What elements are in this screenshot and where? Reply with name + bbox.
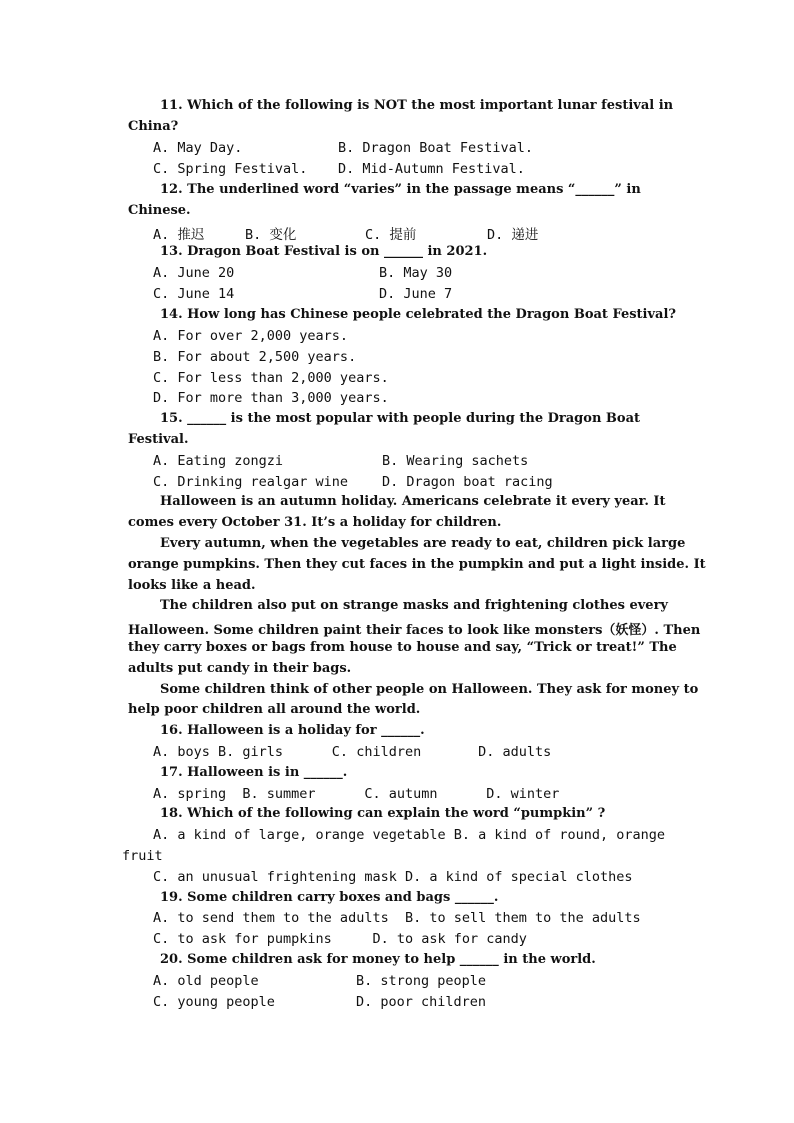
question-18: 18. Which of the following can explain the word “pumpkin” ? [160, 806, 606, 821]
question-17: 17. Halloween is in ______. [160, 765, 348, 780]
q14-option-d: D. For more than 3,000 years. [153, 390, 389, 406]
q14-option-b: B. For about 2,500 years. [153, 349, 357, 365]
q12-option-d: D. 递进 [487, 227, 539, 243]
question-13: 13. Dragon Boat Festival is on ______ in 2021. [160, 244, 488, 259]
q16-options: A. boys B. girls C. children D. adults [153, 744, 552, 760]
q11-option-a: A. May Day. [153, 140, 243, 156]
q13-option-c: C. June 14 [153, 286, 235, 302]
q15-option-b: B. Wearing sachets [382, 453, 529, 469]
q12-option-a: A. 推迟 [153, 227, 205, 243]
q15-option-c: C. Drinking realgar wine [153, 474, 349, 490]
q11-option-c: C. Spring Festival. [153, 161, 308, 177]
passage-line: Some children think of other people on Halloween. They ask for money to [160, 682, 699, 697]
question-16: 16. Halloween is a holiday for ______. [160, 723, 425, 738]
q20-option-d: D. poor children [356, 994, 487, 1010]
q12-option-c: C. 提前 [365, 227, 417, 243]
question-14: 14. How long has Chinese people celebrated the Dragon Boat Festival? [160, 307, 677, 322]
q11-option-d: D. Mid-Autumn Festival. [338, 161, 525, 177]
question-19: 19. Some children carry boxes and bags ______. [160, 890, 499, 905]
question-12-cont: Chinese. [128, 203, 191, 218]
passage-line: comes every October 31. It’s a holiday for children. [128, 515, 502, 530]
passage-line: The children also put on strange masks and frightening clothes every [160, 598, 668, 613]
passage-line: orange pumpkins. Then they cut faces in the pumpkin and put a light inside. It [128, 557, 706, 572]
q15-option-a: A. Eating zongzi [153, 453, 284, 469]
q19-options-cd: C. to ask for pumpkins D. to ask for candy [153, 931, 527, 947]
q12-option-b: B. 变化 [245, 227, 297, 243]
q20-option-c: C. young people [153, 994, 275, 1010]
question-15-cont: Festival. [128, 432, 189, 447]
passage-line: looks like a head. [128, 578, 256, 593]
q13-option-b: B. May 30 [379, 265, 453, 281]
passage-line: Every autumn, when the vegetables are ready to eat, children pick large [160, 536, 686, 551]
q18-options-cd: C. an unusual frightening mask D. a kind of special clothes [153, 869, 633, 885]
q15-option-d: D. Dragon boat racing [382, 474, 553, 490]
question-11: 11. Which of the following is NOT the most important lunar festival in [160, 98, 674, 113]
q14-option-a: A. For over 2,000 years. [153, 328, 349, 344]
q20-option-a: A. old people [153, 973, 259, 989]
question-11-cont: China? [128, 119, 179, 134]
q18-options-ab: A. a kind of large, orange vegetable B. a kind of round, orange [153, 827, 666, 843]
passage-line: Halloween. Some children paint their faces to look like monsters（妖怪）. Then [128, 623, 701, 638]
question-20: 20. Some children ask for money to help ______ in the world. [160, 952, 596, 967]
q17-options: A. spring B. summer C. autumn D. winter [153, 786, 560, 802]
question-12: 12. The underlined word “varies” in the passage means “______” in [160, 182, 641, 197]
q20-option-b: B. strong people [356, 973, 487, 989]
q11-option-b: B. Dragon Boat Festival. [338, 140, 534, 156]
q13-option-a: A. June 20 [153, 265, 235, 281]
passage-line: adults put candy in their bags. [128, 661, 352, 676]
passage-line: help poor children all around the world. [128, 702, 421, 717]
q18-options-ab-cont: fruit [122, 848, 163, 864]
q19-options-ab: A. to send them to the adults B. to sell them to the adults [153, 910, 641, 926]
q14-option-c: C. For less than 2,000 years. [153, 370, 389, 386]
question-15: 15. ______ is the most popular with people during the Dragon Boat [160, 411, 641, 426]
q13-option-d: D. June 7 [379, 286, 453, 302]
passage-line: Halloween is an autumn holiday. Americans celebrate it every year. It [160, 494, 666, 509]
passage-line: they carry boxes or bags from house to house and say, “Trick or treat!” The [128, 640, 677, 655]
